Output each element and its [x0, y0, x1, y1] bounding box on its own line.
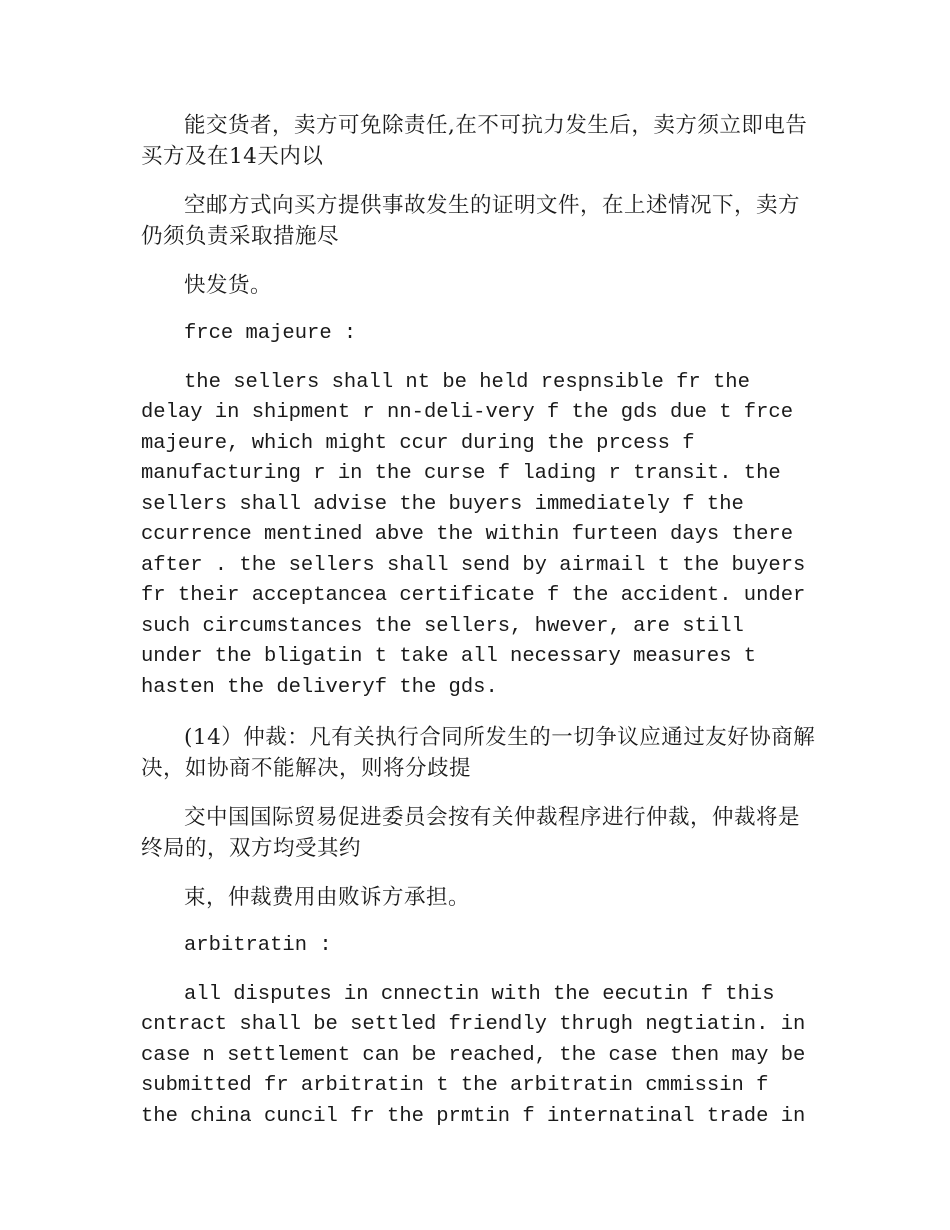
document-page — [141, 110, 816, 1151]
paragraph-force-majeure-en: the sellers shall nt be held respnsible fr the delay in shipment r nn-deli-very f the gds due t frce majeure, which might ccur during the prcess f manufacturing r in the curse f lading r transit. the sellers shall advise the buyers immediately f the ccurrence mentined abve the within furteen days there after . the sellers shall send by airmail t the buyers fr their acceptancea certificate f the accident. under such circumstances the sellers, hwever, are still under the bligatin t take all necessary measures t hasten the deliveryf the gds. — [141, 370, 806, 699]
paragraph-arbitration-cn-3: 束，仲裁费用由败诉方承担。 — [184, 885, 471, 910]
heading-arbitration-en: arbitratin : — [184, 934, 332, 957]
paragraph-arbitration-cn-2: 交中国国际贸易促进委员会按有关仲裁程序进行仲裁，仲裁将是终局的，双方均受其约 — [141, 805, 801, 861]
paragraph-force-majeure-cn-1: 能交货者，卖方可免除责任,在不可抗力发生后，卖方须立即电告买方及在14天内以 — [141, 113, 808, 169]
heading-force-majeure-en: frce majeure : — [184, 322, 357, 345]
paragraph-arbitration-cn-1: (14）仲裁：凡有关执行合同所发生的一切争议应通过友好协商解决，如协商不能解决，则将分歧提 — [141, 725, 816, 781]
paragraph-arbitration-en: all disputes in cnnectin with the eecutin f this cntract shall be settled friendly thrugh negtiatin. in case n settlement can be reached, the case then may be submitted fr arbitratin t the arbitratin cmmissin f the china cuncil fr the prmtin f internatinal trade in — [141, 982, 806, 1128]
paragraph-force-majeure-cn-2: 空邮方式向买方提供事故发生的证明文件，在上述情况下，卖方仍须负责采取措施尽 — [141, 193, 801, 249]
paragraph-force-majeure-cn-3: 快发货。 — [184, 273, 273, 298]
